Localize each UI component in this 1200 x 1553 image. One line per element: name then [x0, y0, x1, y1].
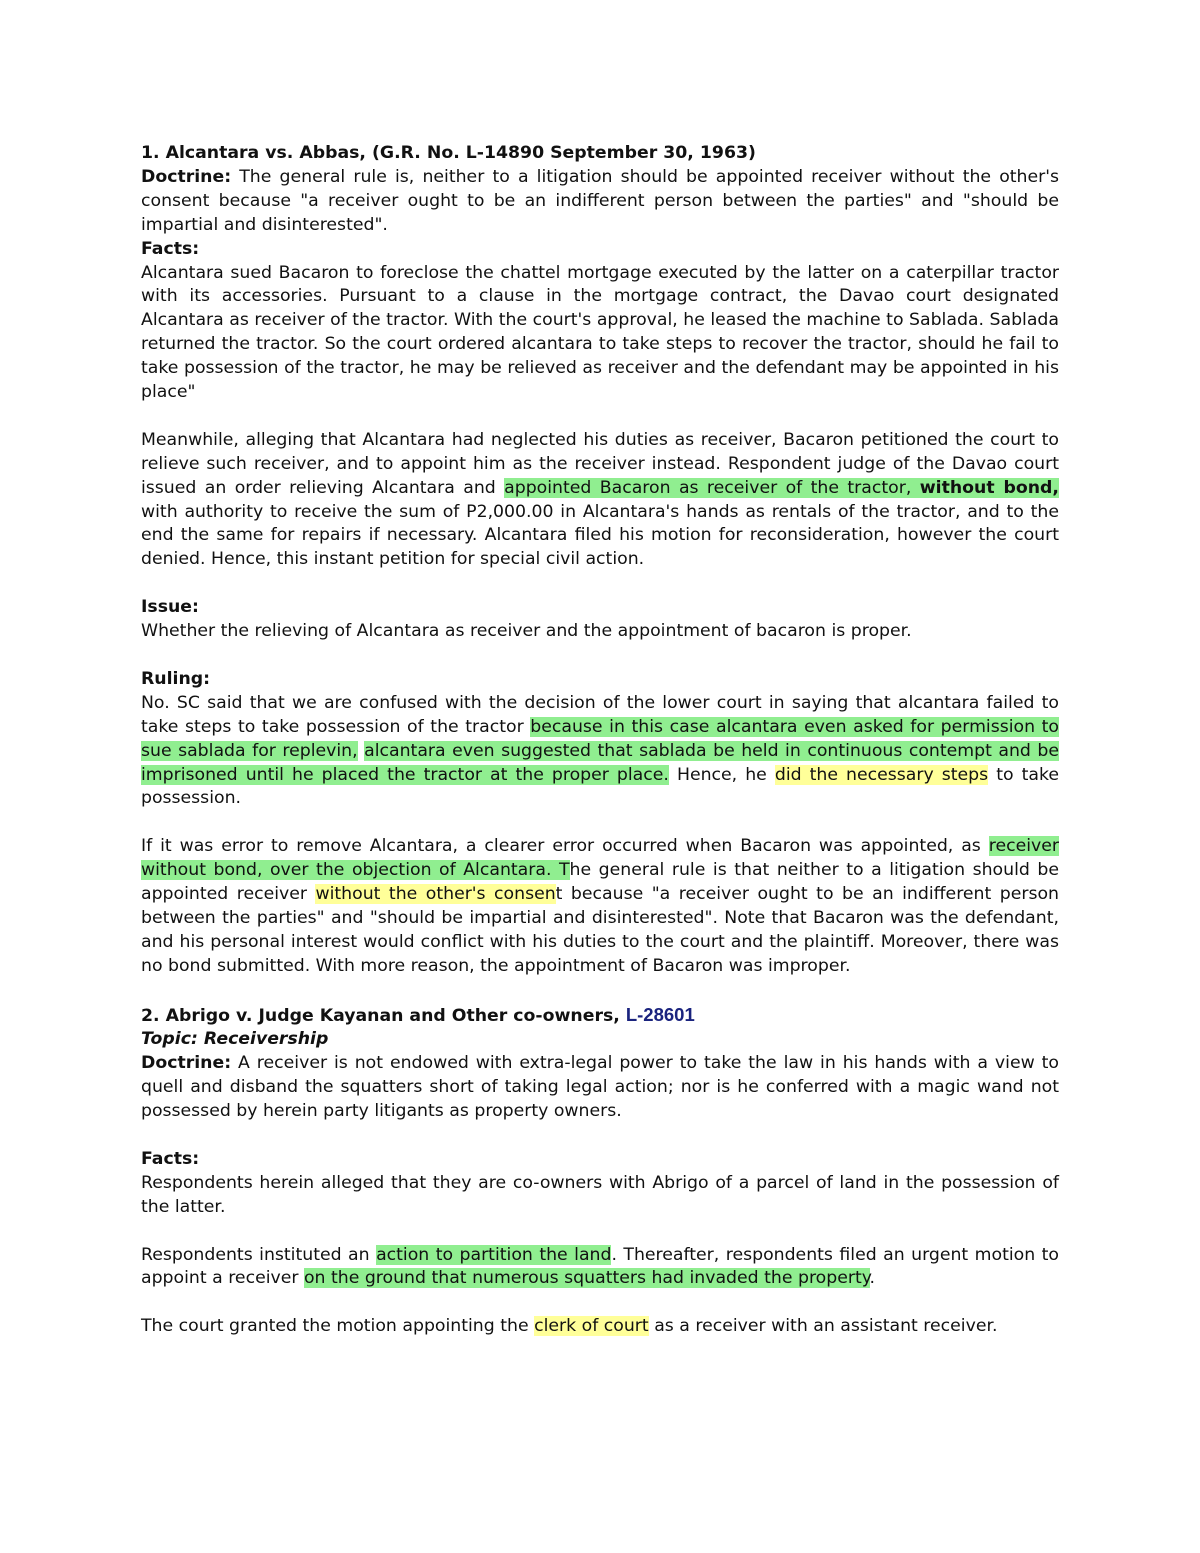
case1-facts-label: Facts: — [141, 238, 200, 259]
case1-facts-p1: Alcantara sued Bacaron to foreclose the chattel mortgage executed by the latter on a caterpillar tractor with its accessories. Pursuant to a clause in the mortgage contract, the Davao court designated Alcantara as receiver of the tractor. With the court's approval, he leased the machine to Sablada. Sablada returned the tractor. So the court ordered alcantara to take steps to recover the tractor, should he fail to take possession of the tractor, he may be relieved as receiver and the defendant may be appointed in his place" — [141, 262, 1059, 403]
spacer — [141, 979, 1059, 1003]
case1-ruling-p2 — [141, 835, 1059, 978]
case2-topic: Topic: Receivership — [141, 1029, 329, 1050]
text-run: with authority to receive the sum of P2,000.00 in Alcantara's hands as rentals of the tractor, and to the end the same for repairs if necessary. Alcantara filed his motion for reconsideration, however the court denied. Hence, this instant petition for special civil action. — [141, 501, 1059, 570]
case2-doctrine-label: Doctrine: — [141, 1053, 232, 1074]
spacer — [141, 811, 1059, 835]
case1-title: 1. Alcantara vs. Abbas, (G.R. No. L-14890 September 30, 1963) — [141, 143, 756, 163]
text-run: t because "a receiver ought to be an indifferent person between the parties" and "should be impartial and disinterested". Note that Bacaron was the defendant, and his personal interest would conflict with his duties to the court and the plaintiff. Moreover, there was no bond submitted. With more reason, the appointment of Bacaron was improper. — [141, 884, 1060, 976]
spacer — [141, 644, 1059, 668]
text-run: Hence, he — [668, 764, 775, 785]
case2-doctrine-text: A receiver is not endowed with extra-legal power to take the law in his hands with a view to quell and disband the squatters short of taking legal action; nor is he conferred with a magic wand not possessed by herein party litigants as property owners. — [141, 1053, 1059, 1122]
text-run: as a receiver with an assistant receiver. — [648, 1316, 998, 1337]
case2-facts-p2 — [141, 1244, 1059, 1292]
text-run: If it was error to remove Alcantara, a clearer error occurred when Bacaron was appointed, as — [141, 836, 989, 857]
yellow-highlight: did the necessary steps — [774, 764, 989, 785]
text-run: Respondents instituted an — [141, 1244, 377, 1265]
text-run: . — [869, 1268, 875, 1289]
green-highlight: because in this case alcantara even asked for permission to sue sablada for replevin, — [141, 716, 1059, 761]
case2-title-text: 2. Abrigo v. Judge Kayanan and Other co-owners, — [141, 1005, 626, 1026]
spacer — [141, 405, 1059, 429]
case2-doctrine — [141, 1052, 1059, 1124]
green-highlight: receiver without bond, over the objection of Alcantara. T — [141, 836, 1059, 881]
case2-title-ref: L-28601 — [625, 1003, 695, 1025]
spacer — [141, 1124, 1059, 1148]
green-highlight-bold: without bond, — [919, 477, 1059, 498]
case2-facts-label: Facts: — [141, 1148, 200, 1169]
case1-doctrine — [141, 166, 1059, 238]
text-run: he general rule is that neither to a litigation should be appointed receiver — [141, 860, 1059, 905]
text-run: The court granted the motion appointing the — [141, 1316, 535, 1337]
yellow-highlight: clerk of court — [534, 1316, 649, 1337]
document-body — [141, 142, 1059, 1339]
green-highlight: action to partition the land — [376, 1244, 612, 1265]
spacer — [141, 1220, 1059, 1244]
green-highlight: on the ground that numerous squatters had invaded the property — [303, 1268, 870, 1289]
spacer — [141, 572, 1059, 596]
text-run: to take possession. — [141, 764, 1059, 809]
text-run: . Thereafter, respondents filed an urgent motion to appoint a receiver — [141, 1244, 1059, 1289]
case1-doctrine-text: The general rule is, neither to a litigation should be appointed receiver without the other's consent because "a receiver ought to be an indifferent person between the parties" and "should be impartial and disinterested". — [141, 166, 1059, 235]
case1-ruling-p1 — [141, 692, 1059, 812]
case2-facts-p3 — [141, 1315, 1059, 1339]
case1-doctrine-label: Doctrine: — [141, 166, 232, 187]
green-highlight: alcantara even suggested that sablada be held in continuous contempt and be imprisoned until he placed the tractor at the proper place. — [141, 740, 1059, 785]
case2-title — [141, 1003, 1059, 1029]
case1-issue-text: Whether the relieving of Alcantara as receiver and the appointment of bacaron is proper. — [141, 621, 912, 642]
case1-ruling-label: Ruling: — [141, 668, 211, 689]
green-highlight: appointed Bacaron as receiver of the tractor, — [504, 477, 920, 498]
text-run: Meanwhile, alleging that Alcantara had neglected his duties as receiver, Bacaron petitioned the court to relieve such receiver, and to appoint him as the receiver instead. Respondent judge of the Davao court issued an order relieving Alcantara and — [141, 429, 1059, 498]
case2-facts-p1: Respondents herein alleged that they are co-owners with Abrigo of a parcel of land in the possession of the latter. — [141, 1172, 1059, 1217]
case1-issue-label: Issue: — [141, 597, 199, 618]
case1-facts-p2 — [141, 429, 1059, 572]
spacer — [141, 1291, 1059, 1315]
text-run: No. SC said that we are confused with the decision of the lower court in saying that alcantara failed to take steps to take possession of the tractor — [141, 692, 1059, 737]
yellow-highlight: without the other's consen — [315, 884, 556, 905]
